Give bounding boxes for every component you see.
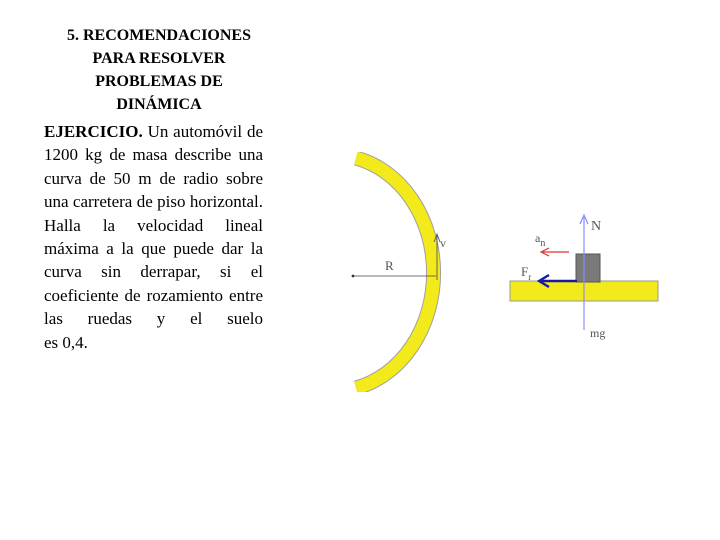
velocity-label: v: [440, 236, 446, 250]
exercise-statement: [44, 120, 263, 354]
exercise-label: EJERCICIO.: [44, 122, 143, 141]
curve-diagram: [344, 152, 454, 392]
friction-force-label: $F_r$: [521, 264, 532, 282]
normal-force-label: N: [591, 219, 602, 234]
normal-acceleration-arrow: [541, 248, 569, 256]
forces-diagram: [505, 210, 665, 350]
center-point: [352, 275, 355, 278]
curved-road-fill: [356, 158, 434, 388]
car-block: [576, 254, 600, 282]
exercise-text-last-line: es 0,4.: [44, 332, 88, 352]
curved-road: [356, 158, 434, 388]
weight-label: mg: [590, 326, 606, 340]
normal-acceleration-label: $a_n$: [535, 231, 546, 249]
exercise-text: Un automóvil de 1200 kg de masa describe una curva de 50 m de radio sobre una carretera de piso horizontal. Halla la velocidad lineal máxima a la que puede dar la curva sin derrapar, si el coeficiente de rozamiento entre las ruedas y el suelo: [44, 122, 263, 329]
radius-label: R: [385, 258, 394, 273]
slide-title: 5. RECOMENDACIONES PARA RESOLVER PROBLEMAS DE DINÁMICA: [66, 27, 251, 113]
